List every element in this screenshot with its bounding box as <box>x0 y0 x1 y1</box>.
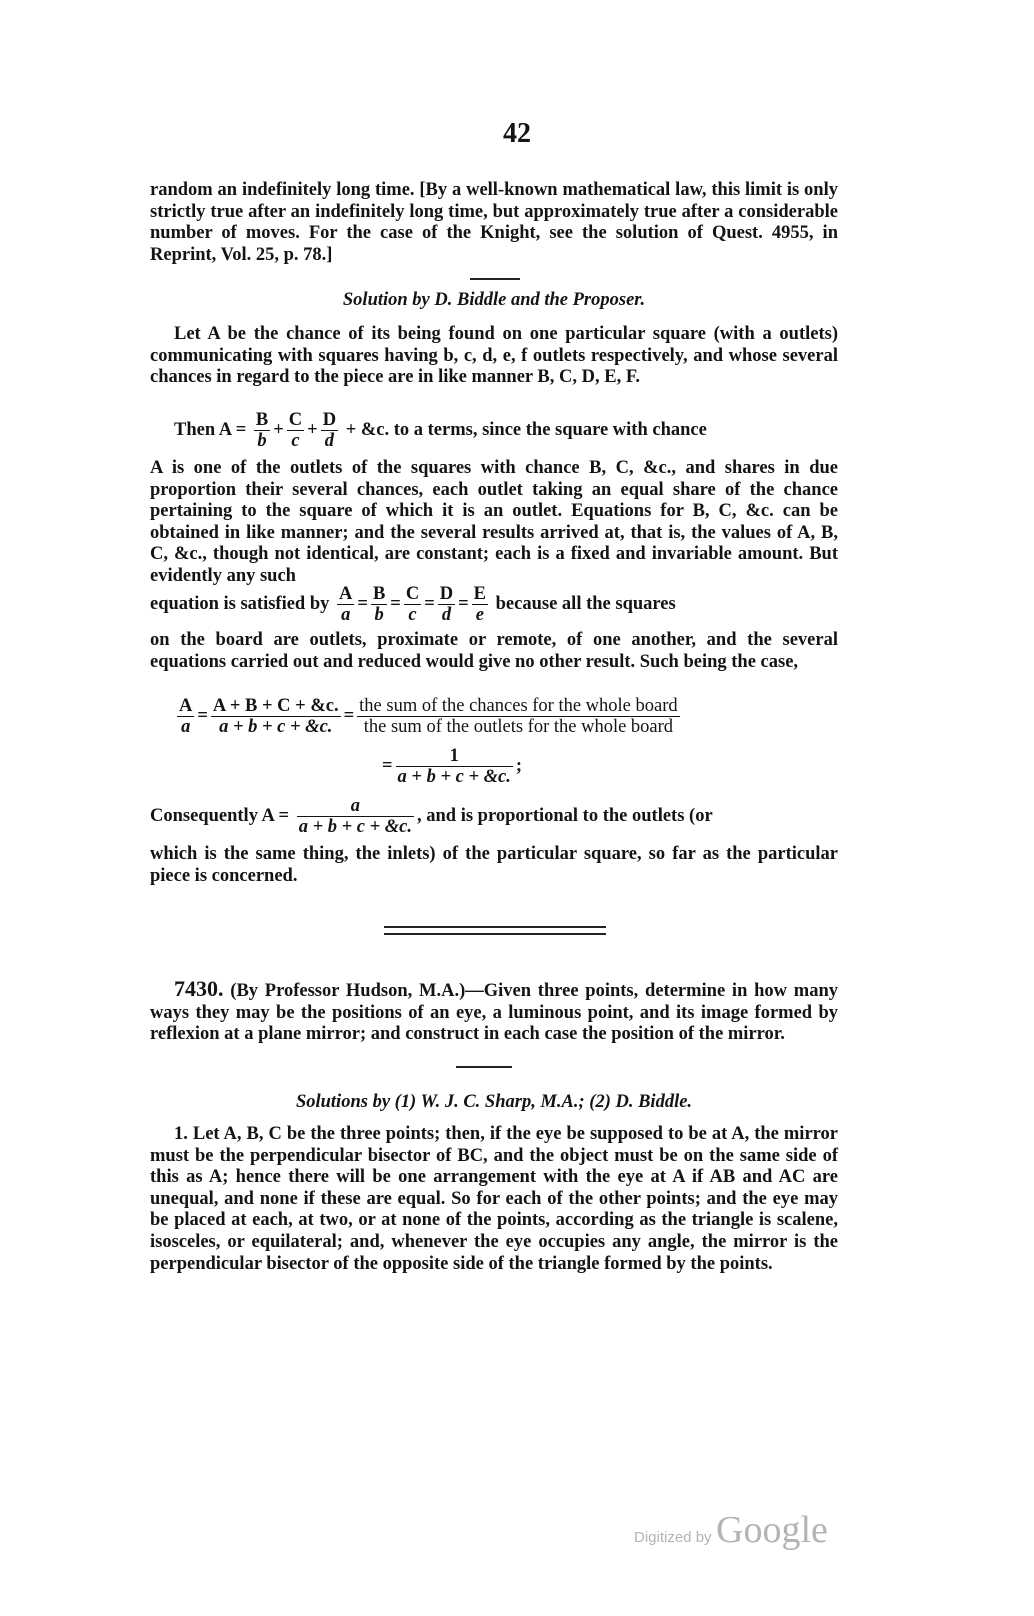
fraction: $\frac{1}{a + b + c + \&c.}$ <box>397 746 511 787</box>
fraction: $\frac{a}{a + b + c + \&c.}$ <box>298 796 412 837</box>
paragraph-conclusion <box>150 844 838 887</box>
solutions-heading-text: Solutions by (1) W. J. C. Sharp, M.A.; (2) D. Biddle. <box>295 1092 693 1112</box>
equation-consequently <box>150 796 713 837</box>
separator-rule <box>456 1066 512 1068</box>
paragraph-text: 1. Let A, B, C be the three points; then, if the eye be supposed to be at A, the mirror must be the perpendicular bisector of BC, and the object must be on the same side of this as A; hence there will be one arrangement with the eye at A if AB and AC are unequal, and none if these are equal. So for each of the other points; and the eye may be placed at each, at two, or at none of the points, according as the triangle is scalene, isosceles, or equilateral; and, whenever the eye occupies any angle, the mirror is the perpendicular bisector of the opposite side of the triangle formed by the points. <box>150 1124 838 1274</box>
paragraph-text: Let A be the chance of its being found on one particular square (with a outlets) communicating with squares having b, c, d, e, f outlets respectively, and whose several chances in regard to the piece are in like manner B, C, D, E, F. <box>150 324 838 388</box>
section-divider <box>384 926 606 935</box>
fraction: $\frac{A}{a}$ <box>339 584 353 625</box>
equation-tail: , and is proportional to the outlets (or <box>417 805 713 826</box>
solution-paragraph <box>150 1124 838 1275</box>
equation-then-a: Then A = $\frac{B}{b}$ + $\frac{C}{c}$ + $\frac{D}{d}$ + &c. to a terms, since the square with chance <box>174 410 707 451</box>
equation-tail: because all the squares <box>495 593 676 614</box>
paragraph-setup <box>150 324 838 389</box>
paragraph-explanation <box>150 458 838 588</box>
equation-tail: + &c. to a terms, since the square with chance <box>345 419 707 440</box>
fraction: $\frac{C}{c}$ <box>405 584 420 625</box>
problem-number: 7430. <box>174 976 224 1001</box>
solutions-heading <box>150 1092 838 1113</box>
problem-paragraph <box>150 978 838 1046</box>
fraction: $\frac{B}{b}$ <box>255 410 269 451</box>
fraction: $\frac{B}{b}$ <box>372 584 386 625</box>
problem-statement <box>150 978 838 1046</box>
fraction: $\frac{E}{e}$ <box>473 584 487 625</box>
problem-text: (By Professor Hudson, M.A.)—Given three points, determine in how many ways they may be the positions of an eye, a luminous point, and its image formed by reflexion at a plane mirror; and construct in each case the position of the mirror. <box>150 981 839 1045</box>
paragraph-text: random an indefinitely long time. [By a well-known mathematical law, this limit is only strictly true after an indefinitely long time, but approximately true after a considerable number of moves. For the case of the Knight, see the solution of Quest. 4955, in Reprint, Vol. 25, p. 78.] <box>150 180 838 265</box>
digitized-watermark <box>634 1508 828 1552</box>
separator-rule <box>470 278 520 280</box>
equation-equal-ratios: equation is satisfied by $\frac{A}{a}$ = $\frac{B}{b}$ = $\frac{C}{c}$ = $\frac{D}{d}$ = $\frac{E}{e}$ because all the squares <box>150 584 676 625</box>
equation-lead: Then A = <box>174 419 247 440</box>
fraction: $\frac{D}{d}$ <box>439 584 454 625</box>
watermark-digitized-text: Digitized by <box>634 1529 712 1546</box>
equation-lead: equation is satisfied by <box>150 593 330 614</box>
fraction: $\frac{\text{the sum of the chances for the whole board}}{\text{the sum of the outlets for the whole board}}$ <box>359 696 678 737</box>
paragraph-text: A is one of the outlets of the squares with chance B, C, &c., and shares in due proportion their several chances, each outlet taking an equal share of the chance pertaining to the square of which it is an outlet. Equations for B, C, &c. can be obtained in like manner; and the several results arrived at, that is, the values of A, B, C, &c., though not identical, are constant; each is a fixed and invariable amount. But evidently any such <box>150 458 838 586</box>
paragraph-reasoning <box>150 630 838 673</box>
equation-lead: Consequently A = <box>150 805 290 826</box>
solution-heading-text: Solution by D. Biddle and the Proposer. <box>342 290 646 310</box>
fraction: $\frac{D}{d}$ <box>322 410 337 451</box>
equation-sum-ratio: $\frac{A}{a}$ = $\frac{A + B + C + \&c.}{a + b + c + \&c.}$ = $\frac{\text{the sum of the chances for the whole board}}{\text{the sum of the outlets for the whole board}}$ <box>179 696 678 737</box>
solution-heading <box>150 290 838 311</box>
fraction: $\frac{A}{a}$ <box>179 696 193 737</box>
paragraph-continuation <box>150 180 838 266</box>
page-number: 42 <box>503 118 531 149</box>
google-logo: Google <box>716 1509 828 1551</box>
paragraph-text: on the board are outlets, proximate or remote, of one another, and the several equations carried out and reduced would give no other result. Such being the case, <box>150 630 838 672</box>
fraction: $\frac{A + B + C + \&c.}{a + b + c + \&c.}$ <box>212 696 339 737</box>
paragraph-text: which is the same thing, the inlets) of the particular square, so far as the particular piece is concerned. <box>150 844 838 886</box>
equation-reciprocal: = $\frac{1}{a + b + c + \&c.}$ ; <box>382 746 523 787</box>
fraction: $\frac{C}{c}$ <box>288 410 303 451</box>
